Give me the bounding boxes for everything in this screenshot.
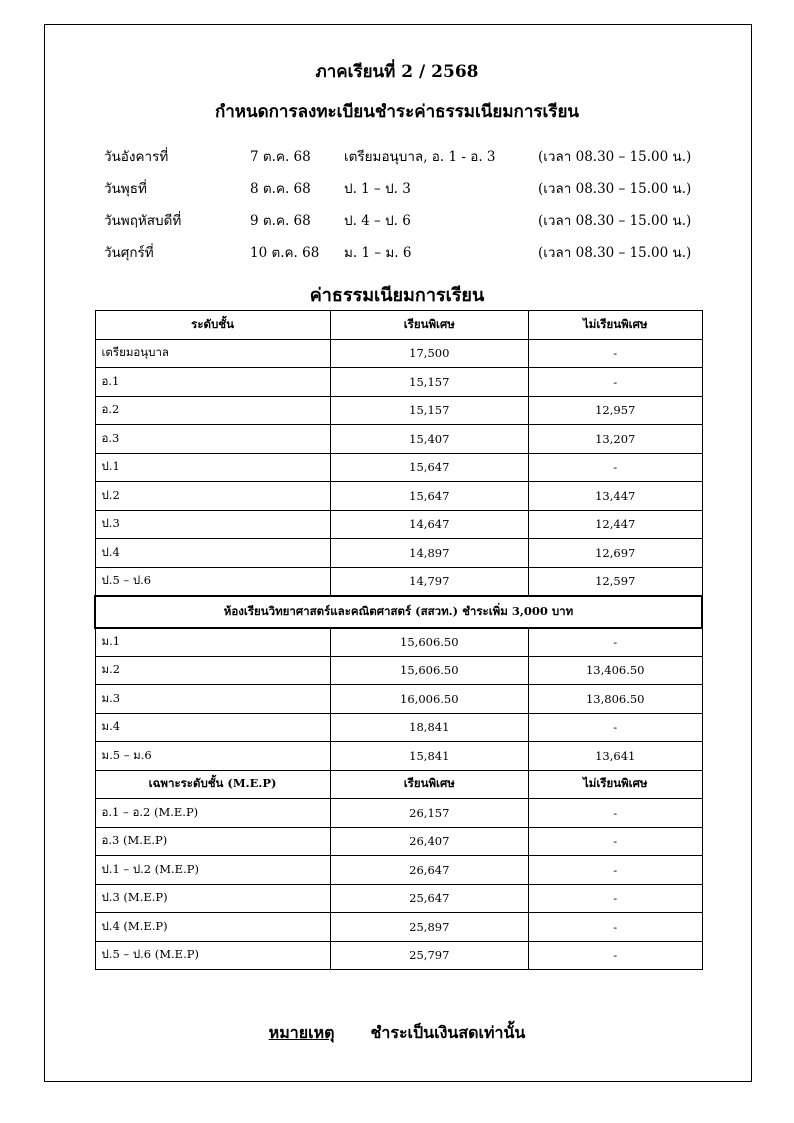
header-special: เรียนพิเศษ — [330, 770, 528, 799]
table-row — [95, 713, 702, 742]
schedule-day: วันศุกร์ที่ — [104, 245, 154, 261]
table-row — [95, 884, 702, 913]
cell-special: 18,841 — [330, 713, 528, 742]
cell-special: 25,797 — [330, 941, 528, 970]
table-row — [95, 453, 702, 482]
cell-no-special: - — [528, 628, 702, 657]
cell-special: 25,647 — [330, 884, 528, 913]
cell-level: ป.2 — [95, 482, 330, 511]
cell-level: ป.5 – ป.6 (M.E.P) — [95, 941, 330, 970]
cell-level: อ.1 – อ.2 (M.E.P) — [95, 799, 330, 828]
table-row — [95, 510, 702, 539]
cell-level: ป.5 – ป.6 — [95, 567, 330, 596]
table-row — [95, 425, 702, 454]
cell-special: 15,647 — [330, 482, 528, 511]
table-row — [95, 482, 702, 511]
table-row — [95, 656, 702, 685]
header-no-special: ไม่เรียนพิเศษ — [528, 311, 702, 340]
cell-level: ม.1 — [95, 628, 330, 657]
cell-no-special: 13,447 — [528, 482, 702, 511]
cell-level: ป.1 – ป.2 (M.E.P) — [95, 856, 330, 885]
cell-no-special: - — [528, 856, 702, 885]
cell-no-special: 12,957 — [528, 396, 702, 425]
schedule-time: (เวลา 08.30 – 15.00 น.) — [538, 245, 692, 261]
cell-special: 15,606.50 — [330, 628, 528, 657]
schedule-row — [104, 145, 704, 177]
cell-level: ม.5 – ม.6 — [95, 742, 330, 771]
table-row — [95, 368, 702, 397]
cell-special: 16,006.50 — [330, 685, 528, 714]
table-row — [95, 339, 702, 368]
cell-special: 26,647 — [330, 856, 528, 885]
cell-level: ป.3 (M.E.P) — [95, 884, 330, 913]
cell-level: ม.3 — [95, 685, 330, 714]
header-mep-level: เฉพาะระดับชั้น (M.E.P) — [95, 770, 330, 799]
cell-special: 15,841 — [330, 742, 528, 771]
schedule-date: 10 ต.ค. 68 — [250, 245, 320, 261]
schedule-grades: ป. 1 – ป. 3 — [344, 181, 411, 197]
schedule-date: 7 ต.ค. 68 — [250, 149, 311, 165]
schedule-row — [104, 241, 704, 273]
schedule-time: (เวลา 08.30 – 15.00 น.) — [538, 149, 692, 165]
cell-no-special: 13,207 — [528, 425, 702, 454]
schedule-row — [104, 177, 704, 209]
cell-special: 15,157 — [330, 396, 528, 425]
schedule-day: วันพุธที่ — [104, 181, 147, 197]
cell-special: 26,157 — [330, 799, 528, 828]
cell-no-special: 13,406.50 — [528, 656, 702, 685]
schedule-date: 9 ต.ค. 68 — [250, 213, 311, 229]
table-row — [95, 799, 702, 828]
table-row — [95, 856, 702, 885]
cell-special: 14,897 — [330, 539, 528, 568]
schedule-day: วันพฤหัสบดีที่ — [104, 213, 182, 229]
schedule-grades: ม. 1 – ม. 6 — [344, 245, 412, 261]
header-special: เรียนพิเศษ — [330, 311, 528, 340]
cell-level: ป.3 — [95, 510, 330, 539]
fees-table — [94, 310, 703, 970]
table-row — [95, 567, 702, 596]
semester-title: ภาคเรียนที่ 2 / 2568 — [315, 62, 479, 82]
note-text: ชำระเป็นเงินสดเท่านั้น — [370, 1023, 526, 1042]
cell-level: เตรียมอนุบาล — [95, 339, 330, 368]
cell-level: ป.4 — [95, 539, 330, 568]
table-header-row — [95, 311, 702, 340]
science-program-note: ห้องเรียนวิทยาศาสตร์และคณิตศาสตร์ (สสวท.) ชำระเพิ่ม 3,000 บาท — [95, 596, 702, 628]
cell-level: อ.3 (M.E.P) — [95, 827, 330, 856]
note-label: หมายเหตุ — [268, 1023, 335, 1042]
cell-no-special: 12,447 — [528, 510, 702, 539]
cell-level: ป.4 (M.E.P) — [95, 913, 330, 942]
registration-schedule — [104, 145, 704, 273]
cell-no-special: - — [528, 913, 702, 942]
footnote — [0, 1021, 794, 1046]
cell-no-special: - — [528, 941, 702, 970]
table-row — [95, 742, 702, 771]
schedule-date: 8 ต.ค. 68 — [250, 181, 311, 197]
header-no-special: ไม่เรียนพิเศษ — [528, 770, 702, 799]
cell-no-special: - — [528, 713, 702, 742]
schedule-grades: ป. 4 – ป. 6 — [344, 213, 411, 229]
schedule-row — [104, 209, 704, 241]
cell-no-special: 12,697 — [528, 539, 702, 568]
cell-level: อ.1 — [95, 368, 330, 397]
cell-no-special: - — [528, 368, 702, 397]
cell-no-special: - — [528, 827, 702, 856]
cell-special: 15,157 — [330, 368, 528, 397]
schedule-title: กำหนดการลงทะเบียนชำระค่าธรรมเนียมการเรียน — [214, 102, 580, 122]
cell-special: 15,647 — [330, 453, 528, 482]
schedule-time: (เวลา 08.30 – 15.00 น.) — [538, 181, 692, 197]
table-row — [95, 827, 702, 856]
cell-special: 14,647 — [330, 510, 528, 539]
table-row — [95, 913, 702, 942]
cell-no-special: - — [528, 453, 702, 482]
science-program-band — [95, 596, 702, 628]
schedule-day: วันอังคารที่ — [104, 149, 169, 165]
cell-level: อ.3 — [95, 425, 330, 454]
cell-special: 15,407 — [330, 425, 528, 454]
cell-no-special: 13,806.50 — [528, 685, 702, 714]
header-level: ระดับชั้น — [95, 311, 330, 340]
table-row — [95, 396, 702, 425]
table-row — [95, 685, 702, 714]
table-row — [95, 539, 702, 568]
table-row — [95, 941, 702, 970]
table-row — [95, 628, 702, 657]
fees-title: ค่าธรรมเนียมการเรียน — [309, 285, 485, 306]
cell-special: 17,500 — [330, 339, 528, 368]
cell-level: ม.4 — [95, 713, 330, 742]
cell-level: อ.2 — [95, 396, 330, 425]
cell-special: 14,797 — [330, 567, 528, 596]
cell-no-special: - — [528, 339, 702, 368]
cell-no-special: - — [528, 799, 702, 828]
schedule-time: (เวลา 08.30 – 15.00 น.) — [538, 213, 692, 229]
cell-special: 26,407 — [330, 827, 528, 856]
cell-no-special: 13,641 — [528, 742, 702, 771]
cell-level: ม.2 — [95, 656, 330, 685]
cell-special: 15,606.50 — [330, 656, 528, 685]
cell-level: ป.1 — [95, 453, 330, 482]
schedule-grades: เตรียมอนุบาล, อ. 1 - อ. 3 — [344, 149, 496, 165]
cell-special: 25,897 — [330, 913, 528, 942]
cell-no-special: 12,597 — [528, 567, 702, 596]
mep-header-row — [95, 770, 702, 799]
cell-no-special: - — [528, 884, 702, 913]
